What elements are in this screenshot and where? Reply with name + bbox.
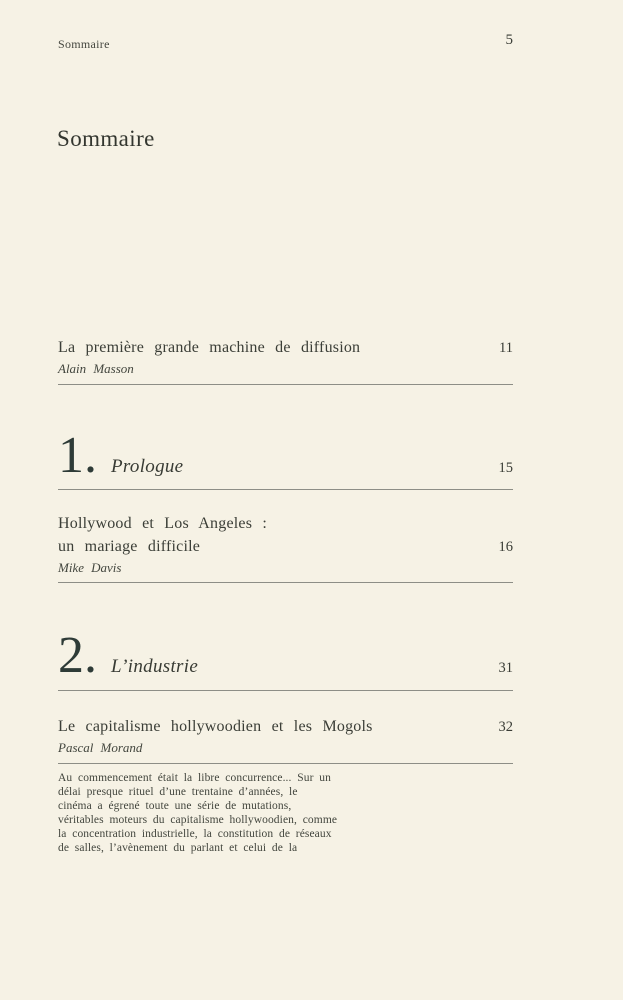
excerpt-line: délai presque rituel d’une trentaine d’années, le [58,786,298,798]
toc-section-prologue [58,427,513,484]
folio-page-number: 5 [505,32,513,48]
toc-entry-title-line2: un mariage difficile [58,538,201,555]
divider-rule [58,690,513,691]
toc-entry-page-number: 11 [499,340,513,356]
divider-rule [58,384,513,385]
excerpt-line: cinéma a égrené toute une série de mutations, [58,800,292,812]
divider-rule [58,489,513,490]
excerpt-line: la concentration industrielle, la constitution de réseaux [58,828,332,840]
toc-entry-capitalisme-mogols [58,715,513,756]
toc-entry-author: Pascal Morand [58,740,143,755]
section-label: Prologue [111,456,184,477]
toc-entry-hollywood-los-angeles [58,512,513,576]
toc-entry-row [58,715,513,738]
toc-entry-page-number: 32 [498,719,513,735]
toc-entry-author: Mike Davis [58,560,122,575]
toc-entry-title: La première grande machine de diffusion [58,339,361,356]
excerpt-line: Au commencement était la libre concurrence... Sur un [58,772,331,784]
toc-entry-row [58,336,513,359]
section-label: L’industrie [111,656,199,677]
toc-entry-title-line1: Hollywood et Los Angeles : [58,515,268,532]
divider-rule [58,763,513,764]
excerpt-line: véritables moteurs du capitalisme hollywoodien, comme [58,814,338,826]
running-head: Sommaire [58,37,110,51]
divider-rule [58,582,513,583]
chapter-excerpt [58,771,403,855]
page-title: Sommaire [57,126,155,151]
toc-entry-author: Alain Masson [58,361,134,376]
section-number: 2. [58,627,97,684]
toc-section-industrie [58,627,513,684]
section-page-number: 31 [498,660,513,676]
toc-entry-row [58,512,513,558]
excerpt-line: de salles, l’avènement du parlant et celui de la [58,842,298,854]
toc-entry-title: Le capitalisme hollywoodien et les Mogols [58,718,373,735]
toc-entry-page-number: 16 [498,539,513,555]
toc-entry-premiere-machine [58,336,513,377]
section-page-number: 15 [498,460,513,476]
section-number: 1. [58,427,97,484]
